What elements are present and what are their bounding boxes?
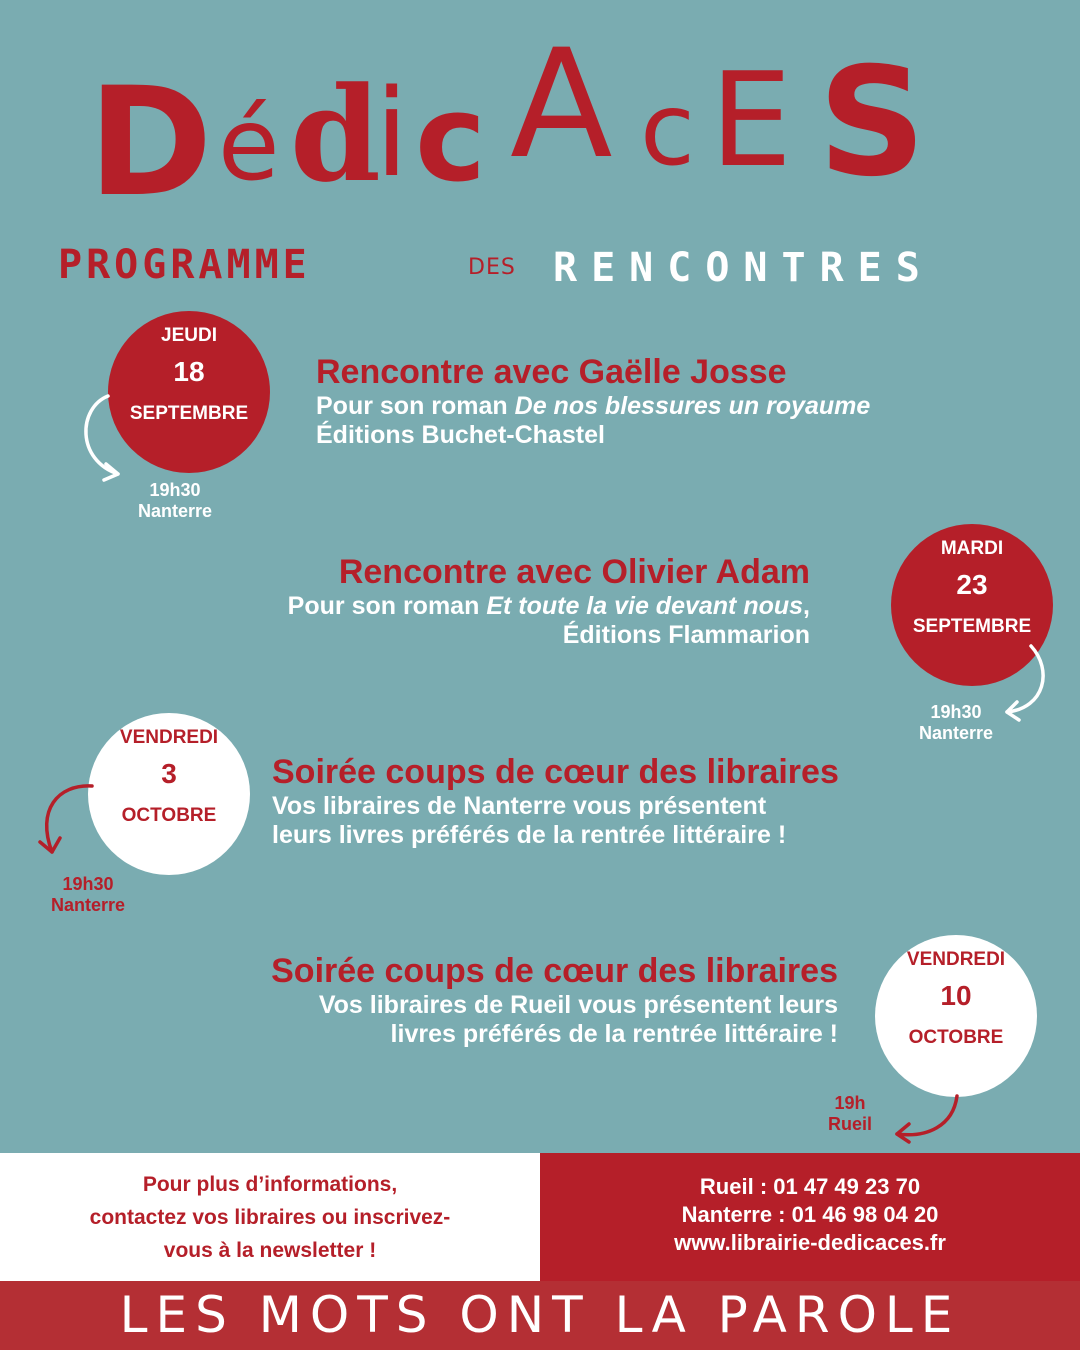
- logo-letter: c: [640, 71, 695, 188]
- date-month: SEPTEMBRE: [129, 403, 249, 424]
- logo: [0, 0, 1080, 230]
- event-title: Soirée coups de cœur des libraires: [271, 952, 838, 990]
- logo-letter: E: [710, 44, 793, 196]
- event-timeplace: [891, 702, 1021, 744]
- date-day: JEUDI: [161, 325, 217, 346]
- logo-letter: D: [88, 56, 213, 230]
- date-number: 18: [173, 356, 205, 387]
- curved-arrow-icon: [70, 390, 140, 490]
- event-title: Soirée coups de cœur des libraires: [272, 753, 839, 791]
- date-month: SEPTEMBRE: [912, 616, 1032, 637]
- date-number: 23: [956, 569, 988, 600]
- logo-letter: i: [375, 65, 409, 204]
- footer-info: [0, 1153, 540, 1281]
- event-line-text: Pour son roman: [316, 392, 515, 420]
- date-month: OCTOBRE: [908, 1027, 1004, 1048]
- event-time: 19h30: [930, 702, 982, 722]
- event-time: 19h30: [62, 874, 114, 894]
- logo-letter: S: [818, 36, 927, 210]
- event-place: Nanterre: [137, 501, 213, 521]
- date-day: VENDREDI: [119, 727, 219, 748]
- event-timeplace: [810, 1093, 890, 1135]
- subtitle: [0, 225, 1080, 315]
- footer-info-line: Pour plus d’informations,: [142, 1173, 398, 1196]
- date-number: 10: [940, 980, 972, 1011]
- event-place: Nanterre: [918, 723, 994, 743]
- logo-letter: A: [510, 18, 613, 192]
- logo-letter: é: [218, 86, 280, 203]
- subtitle-des: DES: [468, 255, 516, 280]
- event-block: [316, 352, 870, 450]
- event-line: leurs livres préférés de la rentrée littéraire !: [272, 821, 787, 849]
- date-day: VENDREDI: [906, 949, 1006, 970]
- date-circle: [875, 935, 1037, 1097]
- logo-letter: d: [290, 58, 381, 211]
- event-place: Rueil: [827, 1114, 872, 1134]
- book-title: De nos blessures un royaume: [514, 392, 871, 420]
- curved-arrow-icon: [30, 780, 100, 860]
- event-publisher: Éditions Flammarion: [562, 621, 810, 649]
- event-line: Vos libraires de Rueil vous présentent leurs: [318, 991, 838, 1019]
- date-number: 3: [161, 758, 177, 789]
- contact-rueil-phone: Rueil : 01 47 49 23 70: [699, 1174, 921, 1199]
- footer-contacts: [540, 1153, 1080, 1281]
- footer-info-line: vous à la newsletter !: [163, 1239, 377, 1262]
- subtitle-rencontres: RENCONTRES: [553, 245, 934, 291]
- date-month: OCTOBRE: [121, 805, 217, 826]
- event-line-text: Pour son roman: [287, 592, 487, 620]
- event-line: livres préférés de la rentrée littéraire !: [390, 1020, 838, 1048]
- event-block: [150, 951, 838, 1049]
- footer-info-line: contactez vos libraires ou inscrivez-: [89, 1206, 451, 1229]
- event-title: Rencontre avec Gaëlle Josse: [316, 353, 787, 391]
- date-circle: [88, 713, 250, 875]
- slogan-banner: LES MOTS ONT LA PAROLE: [0, 1281, 1080, 1350]
- event-line: [150, 592, 810, 621]
- event-line: Vos libraires de Nanterre vous présentent: [272, 792, 767, 820]
- book-title: Et toute la vie devant nous: [486, 592, 804, 620]
- event-title: Rencontre avec Olivier Adam: [338, 553, 810, 591]
- subtitle-programme: PROGRAMME: [58, 242, 311, 288]
- date-day: MARDI: [940, 538, 1004, 559]
- event-time: 19h30: [149, 480, 201, 500]
- event-line: [316, 392, 870, 421]
- website-link[interactable]: www.librairie-dedicaces.fr: [674, 1230, 946, 1255]
- event-publisher: Éditions Buchet-Chastel: [316, 421, 605, 449]
- event-timeplace: [28, 874, 148, 916]
- event-place: Nanterre: [50, 895, 126, 915]
- event-time: 19h: [834, 1093, 866, 1113]
- event-block: [272, 752, 839, 850]
- event-line-text: ,: [803, 592, 810, 620]
- contact-nanterre-phone: Nanterre : 01 46 98 04 20: [681, 1202, 939, 1227]
- curved-arrow-icon: [885, 1090, 965, 1150]
- event-block: [150, 552, 810, 650]
- event-timeplace: [110, 480, 240, 522]
- logo-letter: c: [415, 70, 487, 209]
